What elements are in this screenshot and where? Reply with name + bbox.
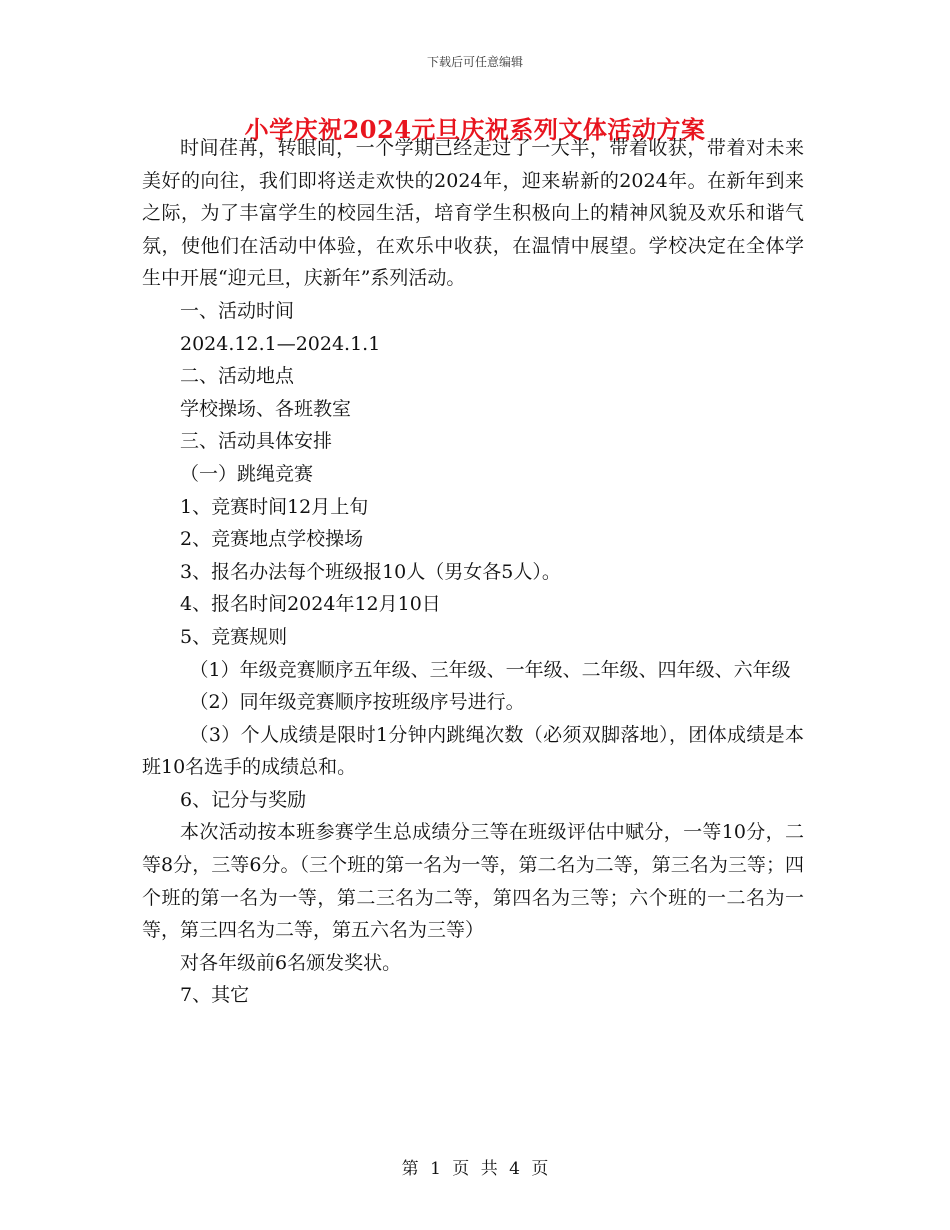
list-item: 1、竞赛时间12月上旬	[180, 495, 369, 518]
section-heading-arrangement: 三、活动具体安排	[180, 430, 333, 453]
rule-item: （1）年级竞赛顺序五年级、三年级、一年级、二年级、四年级、六年级	[189, 658, 791, 681]
list-item: 3、报名办法每个班级报10人（男女各5人）。	[180, 560, 561, 583]
document-title: 小学庆祝2024元旦庆祝系列文体活动方案	[244, 115, 706, 144]
document-body	[142, 132, 804, 1012]
award-paragraph: 对各年级前6名颁发奖状。	[180, 951, 402, 974]
list-item: 6、记分与奖励	[180, 788, 307, 811]
list-item: 7、其它	[180, 984, 250, 1007]
section-heading-location: 二、活动地点	[180, 365, 295, 388]
rule-item: （3）个人成绩是限时1分钟内跳绳次数（必须双脚落地），团体成绩是本班10名选手的成绩总和。	[142, 723, 804, 779]
list-item: 5、竞赛规则	[180, 625, 288, 648]
section-heading-time: 一、活动时间	[180, 299, 295, 322]
intro-paragraph: 时间荏苒，转眼间，一个学期已经走过了一大半，带着收获，带着对未来美好的向往，我们即将送走欢快的2024年，迎来崭新的2024年。在新年到来之际，为了丰富学生的校园生活，培育学生积极向上的精神风貌及欢乐和谐气氛，使他们在活动中体验，在欢乐中收获，在温情中展望。学校决定在全体学生中开展“迎元旦，庆新年”系列活动。	[142, 137, 804, 290]
rule-item: （2）同年级竞赛顺序按班级序号进行。	[189, 691, 525, 714]
scoring-paragraph: 本次活动按本班参赛学生总成绩分三等在班级评估中赋分，一等10分，二等8分，三等6分。（三个班的第一名为一等，第二名为二等，第三名为三等；四个班的第一名为一等，第二三名为二等，第四名为三等；六个班的一二名为一等，第三四名为二等，第五六名为三等）	[142, 821, 804, 942]
header-note: 下载后可任意编辑	[426, 55, 523, 69]
list-item: 4、报名时间2024年12月10日	[180, 593, 441, 616]
subsection-heading-rope-skipping: （一）跳绳竞赛	[180, 462, 314, 485]
activity-date-range: 2024.12.1—2024.1.1	[180, 332, 381, 355]
page-footer: 第 1 页 共 4 页	[401, 1159, 549, 1179]
list-item: 2、竞赛地点学校操场	[180, 528, 364, 551]
activity-location: 学校操场、各班教室	[180, 397, 352, 420]
